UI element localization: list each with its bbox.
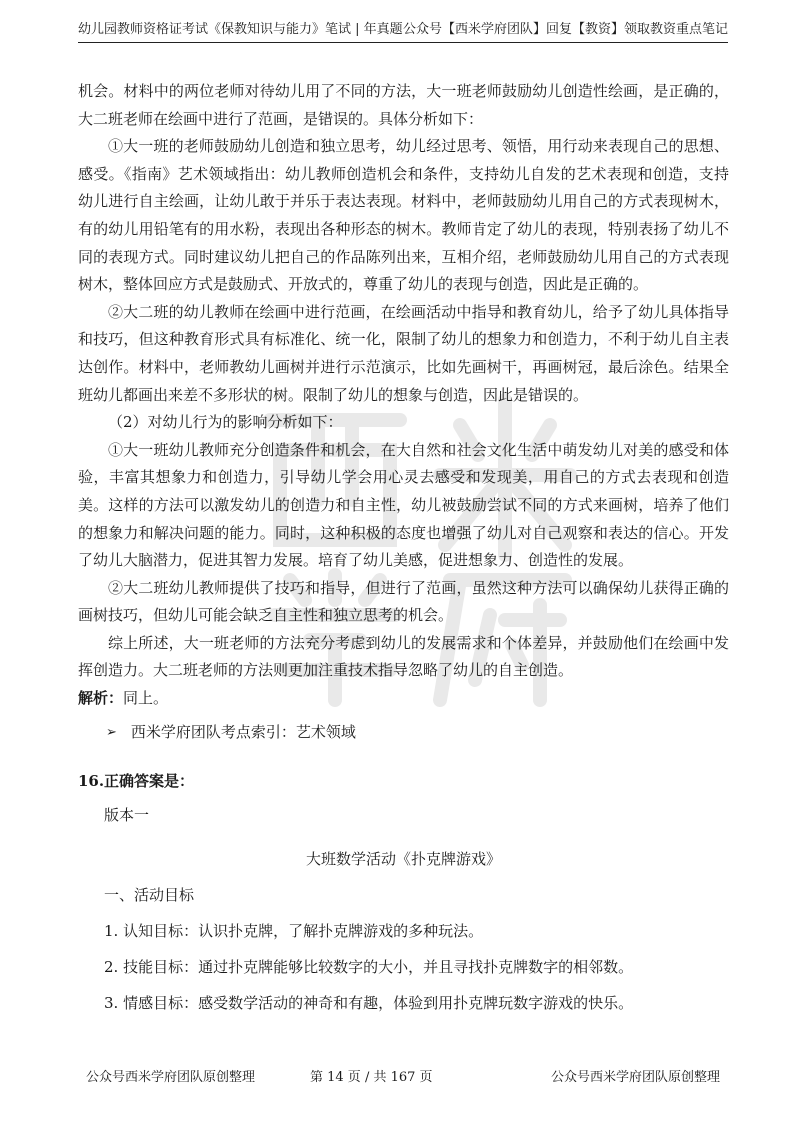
question-16-heading bbox=[78, 768, 729, 796]
goal-skill: 2. 技能目标：通过扑克牌能够比较数字的大小，并且寻找扑克牌数字的相邻数。 bbox=[104, 957, 634, 976]
paragraph-class2-analysis: ②大二班的幼儿教师在绘画中进行范画，在绘画活动中指导和教育幼儿，给予了幼儿具体指导和技巧，但这种教育形式具有标准化、统一化，限制了幼儿的想象力和创造力，不利于幼儿自主表达创作。材料中，老师教幼儿画树并进行示范演示，比如先画树干，再画树冠，最后涂色。结果全班幼儿都画出来差不多形状的树。限制了幼儿的想象与创造，因此是错误的。 bbox=[78, 302, 729, 404]
footer-left: 公众号西米学府团队原创整理 bbox=[86, 1070, 256, 1085]
paragraph-impact-heading: （2）对幼儿行为的影响分析如下： bbox=[108, 413, 343, 432]
page-header bbox=[78, 20, 728, 43]
paragraph-class1-impact: ①大一班幼儿教师充分创造条件和机会，在大自然和社会文化生活中萌发幼儿对美的感受和体验，丰富其想象力和创造力，引导幼儿学会用心灵去感受和发现美，用自己的方式去表现和创造美。这样的方法可以激发幼儿的创造力和自主性，幼儿被鼓励尝试不同的方式来画树，培养了他们的想象力和解决问题的能力。同时，这种积极的态度也增强了幼儿对自己观察和表达的信心。开发了幼儿大脑潜力，促进其智力发展。培育了幼儿美感，促进想象力、创造性的发展。 bbox=[78, 440, 729, 570]
analysis-text: 同上。 bbox=[123, 689, 169, 708]
page-number: 第 14 页 / 共 167 页 bbox=[310, 1070, 433, 1085]
paragraph-class2-impact: ②大二班幼儿教师提供了技巧和指导，但进行了范画，虽然这种方法可以确保幼儿获得正确的画树技巧，但幼儿可能会缺乏自主性和独立思考的机会。 bbox=[78, 578, 729, 625]
version-label: 版本一 bbox=[104, 805, 150, 824]
page-footer bbox=[78, 1066, 728, 1086]
analysis-label: 解析： bbox=[78, 689, 124, 708]
answer-label: 正确答案是： bbox=[104, 772, 195, 791]
footer-right: 公众号西米学府团队原创整理 bbox=[550, 1070, 720, 1085]
goal-cognitive: 1. 认知目标：认识扑克牌，了解扑克牌游戏的多种玩法。 bbox=[104, 921, 484, 940]
arrow-bullet-icon: ➢ bbox=[106, 724, 117, 740]
knowledge-index bbox=[106, 719, 729, 747]
goal-emotion: 3. 情感目标：感受数学活动的神奇和有趣，体验到用扑克牌玩数字游戏的快乐。 bbox=[104, 993, 634, 1012]
goal-heading: 一、活动目标 bbox=[104, 885, 195, 904]
header-left-title: 幼儿园教师资格证考试《保教知识与能力》笔试 | 年真题 bbox=[78, 22, 403, 37]
knowledge-index-text: 西米学府团队考点索引：艺术领域 bbox=[130, 722, 356, 741]
paragraph-intro: 机会。材料中的两位老师对待幼儿用了不同的方法，大一班老师鼓励幼儿创造性绘画，是正确的，大二班老师在绘画中进行了范画，是错误的。具体分析如下： bbox=[78, 82, 729, 128]
paragraph-class1-analysis: ①大一班的老师鼓励幼儿创造和独立思考，幼儿经过思考、领悟，用行动来表现自己的思想、感受。《指南》艺术领域指出：幼儿教师创造机会和条件，支持幼儿自发的艺术表现和创造，支持幼儿进行自主绘画，让幼儿敢于并乐于表达表现。材料中，老师鼓励幼儿用自己的方式表现树木，有的幼儿用铅笔有的用水粉，表现出各种形态的树木。教师肯定了幼儿的表现，特别表扬了幼儿不同的表现方式。同时建议幼儿把自己的作品陈列出来，互相介绍，老师鼓励幼儿用自己的方式表现树木，整体回应方式是鼓励式、开放式的，尊重了幼儿的表现与创造，因此是正确的。 bbox=[78, 137, 729, 294]
header-right-note: 公众号【西米学府团队】回复【教资】领取教资重点笔记 bbox=[402, 22, 728, 37]
analysis-line bbox=[78, 685, 729, 713]
question-number: 16. bbox=[78, 772, 105, 791]
document-body bbox=[78, 78, 729, 1018]
activity-title: 大班数学活动《扑克牌游戏》 bbox=[305, 849, 501, 868]
paragraph-summary: 综上所述，大一班老师的方法充分考虑到幼儿的发展需求和个体差异，并鼓励他们在绘画中发挥创造力。大二班老师的方法则更加注重技术指导忽略了幼儿的自主创造。 bbox=[78, 633, 729, 680]
